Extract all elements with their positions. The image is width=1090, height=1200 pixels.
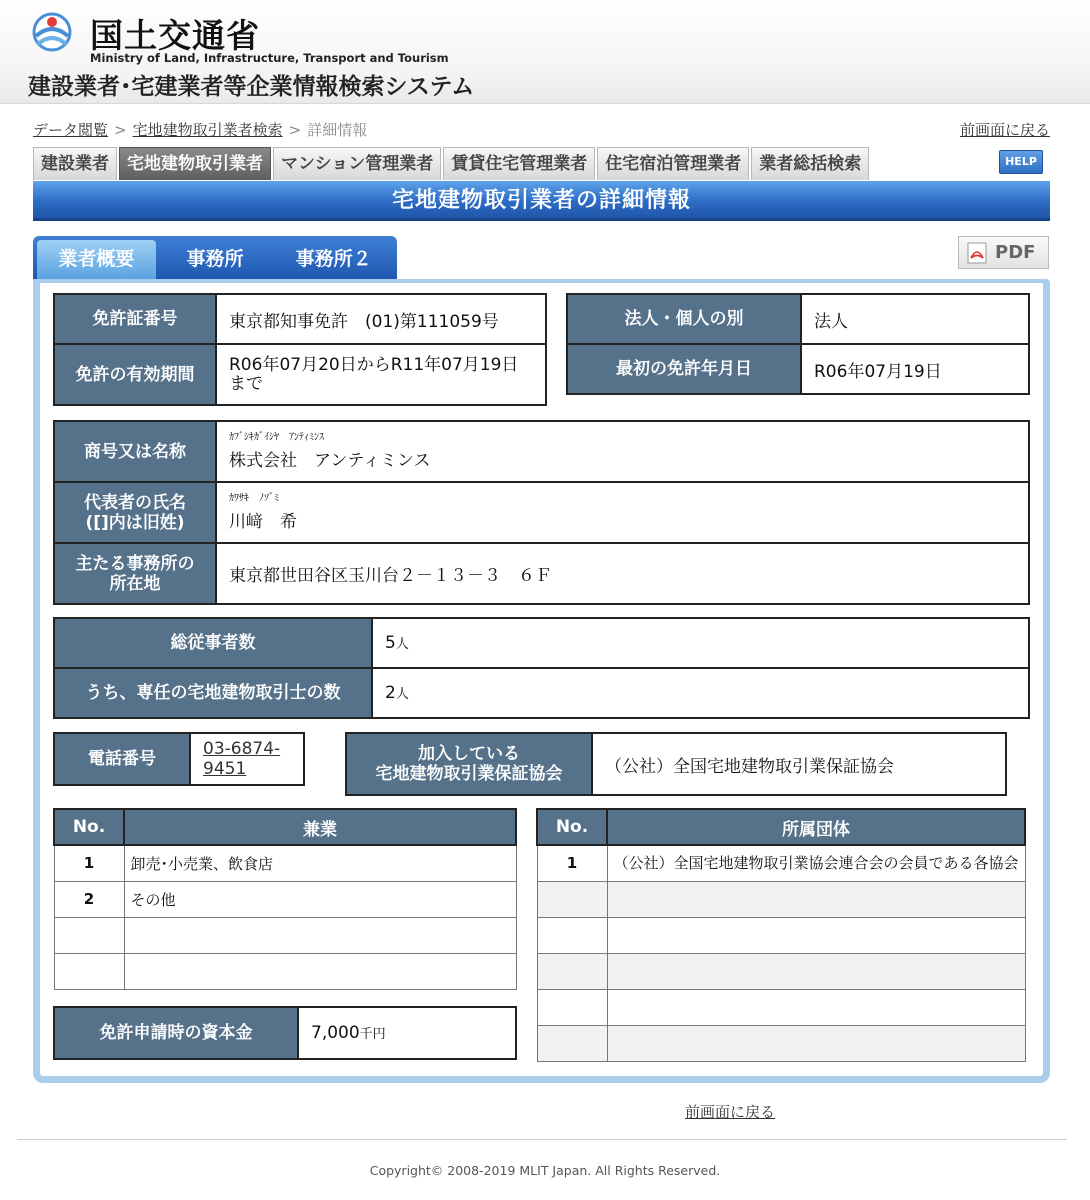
tab-real-estate[interactable]: 宅地建物取引業者 [119,147,271,180]
tab-office-2[interactable]: 事務所２ [295,248,372,270]
association-table [345,732,1007,796]
system-title: 建設業者･宅建業者等企業情報検索システム [28,73,475,100]
dedicated-staff-label: うち、専任の宅地建物取引士の数 [54,668,372,718]
side-business-text: 卸売･小売業、飲食店 [124,845,516,881]
pdf-label: PDF [995,242,1036,263]
first-license-label: 最初の免許年月日 [567,344,801,394]
tel-cell [190,733,304,785]
affiliation-table [536,808,1026,1062]
tab-overall-search[interactable]: 業者総括検索 [751,147,869,180]
table-row-empty [537,881,1025,917]
detail-panel [33,279,1050,1083]
side-business-no: 1 [54,845,124,881]
breadcrumb-separator: > [288,121,302,139]
total-staff-label: 総従事者数 [54,618,372,668]
category-tabs [33,147,871,180]
empty-cell [54,953,124,989]
representative-label-line1: 代表者の氏名 [84,492,186,513]
dedicated-staff-cell [372,668,1029,718]
empty-cell [607,953,1025,989]
detail-tabs [33,236,397,279]
staff-unit: 人 [395,637,409,652]
license-number-label: 免許証番号 [54,294,216,344]
license-period-label: 免許の有効期間 [54,344,216,405]
side-business-no-header: No. [54,809,124,845]
breadcrumb-search[interactable]: 宅地建物取引業者検索 [132,121,283,139]
table-row [537,845,1025,881]
empty-cell [537,953,607,989]
side-business-table [53,808,517,990]
back-link-bottom[interactable]: 前画面に戻る [685,1103,776,1121]
staff-unit: 人 [395,687,409,702]
pdf-icon [967,242,987,264]
capital-value: 7,000 [311,1023,360,1043]
empty-cell [124,917,516,953]
total-staff-cell [372,618,1029,668]
table-row-empty [537,1025,1025,1061]
help-button[interactable]: HELP [999,150,1043,174]
table-row-empty [537,917,1025,953]
empty-cell [607,881,1025,917]
company-name-label: 商号又は名称 [54,421,216,482]
ministry-name-ja: 国土交通省 [90,16,260,55]
tab-rental-management[interactable]: 賃貸住宅管理業者 [443,147,595,180]
corp-type-value: 法人 [801,294,1029,344]
association-label [346,733,592,795]
breadcrumb [33,119,367,140]
back-link-top[interactable]: 前画面に戻る [959,121,1050,139]
empty-cell [537,989,607,1025]
ministry-name-en: Ministry of Land, Infrastructure, Transport and Tourism [90,51,449,65]
tel-table [53,732,305,786]
tab-overview[interactable]: 業者概要 [37,240,156,279]
affiliation-header: 所属団体 [607,809,1025,845]
breadcrumb-current: 詳細情報 [307,121,368,139]
site-header [0,0,1090,104]
side-business-no: 2 [54,881,124,917]
empty-cell [537,1025,607,1061]
license-number-value: 東京都知事免許 (01)第111059号 [216,294,546,344]
association-label-line1: 加入している [418,744,520,764]
staff-table [53,617,1030,719]
table-row [54,881,516,917]
representative-cell [216,482,1029,543]
page-title: 宅地建物取引業者の詳細情報 [33,181,1050,221]
affiliation-no: 1 [537,845,607,881]
tab-office[interactable]: 事務所 [186,248,244,270]
representative-label-line2: ([]内は旧姓) [85,512,185,533]
side-business-header: 兼業 [124,809,516,845]
license-table [53,293,547,406]
empty-cell [607,989,1025,1025]
corp-type-label: 法人・個人の別 [567,294,801,344]
empty-cell [124,953,516,989]
table-row-empty [54,953,516,989]
company-name-value: 株式会社 アンティミンス [229,451,431,471]
breadcrumb-separator: > [114,121,127,139]
total-staff-value: 5 [385,633,396,653]
representative-value: 川﨑 希 [229,512,297,532]
tab-condo-management[interactable]: マンション管理業者 [273,147,441,180]
empty-cell [54,917,124,953]
address-value: 東京都世田谷区玉川台２－１３－３ ６Ｆ [216,543,1029,604]
company-name-kana: ｶﾌﾞｼｷｶﾞｲｼﾔ ｱﾝﾃｨﾐﾝｽ [229,432,324,443]
tab-lodging-management[interactable]: 住宅宿泊管理業者 [597,147,749,180]
table-row-empty [537,989,1025,1025]
tel-label: 電話番号 [54,733,190,785]
table-row-empty [537,953,1025,989]
footer-divider [17,1139,1067,1140]
capital-label: 免許申請時の資本金 [54,1007,298,1059]
breadcrumb-data-view[interactable]: データ閲覧 [33,121,109,139]
company-table [53,420,1030,605]
capital-unit: 千円 [359,1027,386,1042]
mlit-logo-icon [28,12,76,56]
empty-cell [537,917,607,953]
capital-table [53,1006,517,1060]
side-business-text: その他 [124,881,516,917]
company-name-cell [216,421,1029,482]
empty-cell [537,881,607,917]
copyright: Copyright© 2008-2019 MLIT Japan. All Rights Reserved. [369,1163,721,1178]
association-label-line2: 宅地建物取引業保証協会 [375,764,563,784]
address-label-line1: 主たる事務所の [75,553,195,574]
empty-cell [607,917,1025,953]
license-period-value: R06年07月20日からR11年07月19日まで [216,344,546,405]
table-row-empty [54,917,516,953]
representative-label [54,482,216,543]
association-value: （公社）全国宅地建物取引業保証協会 [592,733,1006,795]
affiliation-no-header: No. [537,809,607,845]
tel-link[interactable]: 03-6874-9451 [203,739,281,779]
first-license-value: R06年07月19日 [801,344,1029,394]
capital-cell [298,1007,516,1059]
address-label-line2: 所在地 [109,573,161,594]
representative-kana: ｶﾜｻｷ ﾉｿﾞﾐ [229,493,279,504]
affiliation-text: （公社）全国宅地建物取引業協会連合会の会員である各協会 [607,845,1025,881]
license-type-table [566,293,1030,395]
address-label [54,543,216,604]
table-row [54,845,516,881]
dedicated-staff-value: 2 [385,683,396,703]
tab-construction[interactable]: 建設業者 [33,147,117,180]
pdf-button[interactable] [958,236,1049,269]
empty-cell [607,1025,1025,1061]
